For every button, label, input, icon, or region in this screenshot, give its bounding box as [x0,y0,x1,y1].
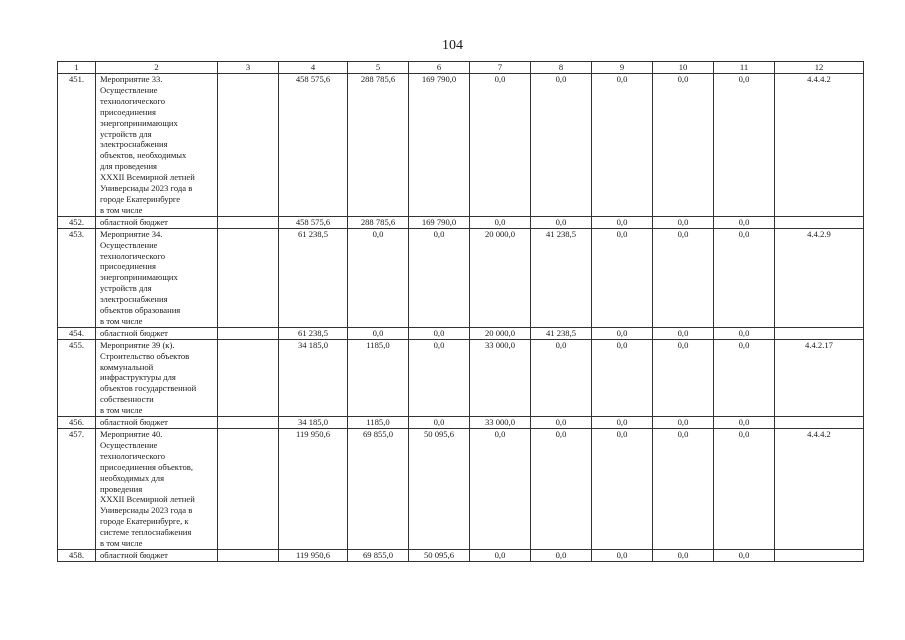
cell-c12: 4.4.2.9 [775,228,864,327]
cell-c12 [775,549,864,561]
cell-c8: 0,0 [531,339,592,416]
table-row [58,339,864,416]
budget-table [57,61,864,562]
cell-c8: 0,0 [531,429,592,550]
cell-c12 [775,216,864,228]
cell-c4: 119 950,6 [279,549,348,561]
cell-c10: 0,0 [653,74,714,217]
cell-c6: 50 095,6 [409,549,470,561]
cell-c10: 0,0 [653,549,714,561]
cell-c5: 288 785,6 [348,216,409,228]
header-row [58,62,864,74]
cell-c11: 0,0 [714,216,775,228]
table-row [58,429,864,550]
cell-c9: 0,0 [592,74,653,217]
cell-c10: 0,0 [653,327,714,339]
column-header: 1 [58,62,96,74]
cell-c3 [218,327,279,339]
row-name: областной бюджет [96,549,218,561]
page-number: 104 [442,38,463,53]
column-header: 11 [714,62,775,74]
cell-c12 [775,417,864,429]
cell-c7: 0,0 [470,216,531,228]
cell-c12: 4.4.4.2 [775,429,864,550]
cell-c4: 61 238,5 [279,228,348,327]
cell-c6: 0,0 [409,339,470,416]
cell-c4: 34 185,0 [279,417,348,429]
cell-c6: 169 790,0 [409,216,470,228]
cell-c8: 0,0 [531,417,592,429]
column-header: 9 [592,62,653,74]
cell-c11: 0,0 [714,228,775,327]
cell-c4: 119 950,6 [279,429,348,550]
cell-c5: 69 855,0 [348,429,409,550]
table-row [58,417,864,429]
cell-c3 [218,429,279,550]
cell-c8: 0,0 [531,74,592,217]
cell-c5: 0,0 [348,327,409,339]
cell-c6: 169 790,0 [409,74,470,217]
column-header: 4 [279,62,348,74]
row-name: Мероприятие 40. Осуществление технологического присоединения объектов, необходимых для проведения XXXII Всемирной летней Универсиады 2023 года в городе Екатеринбурге, к системе теплоснабжения в том числе [96,429,218,550]
cell-c7: 20 000,0 [470,327,531,339]
cell-c3 [218,216,279,228]
table-row [58,327,864,339]
cell-c11: 0,0 [714,417,775,429]
column-header: 2 [96,62,218,74]
cell-c7: 33 000,0 [470,339,531,416]
cell-c4: 61 238,5 [279,327,348,339]
row-number: 453. [58,228,96,327]
cell-c11: 0,0 [714,429,775,550]
row-name: Мероприятие 33. Осуществление технологического присоединения энергопринимающих устройств для электроснабжения объектов, необходимых для проведения XXXII Всемирной летней Универсиады 2023 года в городе Екатеринбурге в том числе [96,74,218,217]
cell-c9: 0,0 [592,429,653,550]
cell-c4: 458 575,6 [279,216,348,228]
cell-c12: 4.4.4.2 [775,74,864,217]
row-number: 456. [58,417,96,429]
table-row [58,549,864,561]
table-row [58,216,864,228]
row-number: 452. [58,216,96,228]
cell-c3 [218,228,279,327]
column-header: 5 [348,62,409,74]
cell-c9: 0,0 [592,339,653,416]
cell-c7: 20 000,0 [470,228,531,327]
cell-c6: 0,0 [409,228,470,327]
cell-c12 [775,327,864,339]
cell-c9: 0,0 [592,327,653,339]
table-body [58,74,864,562]
cell-c10: 0,0 [653,417,714,429]
cell-c9: 0,0 [592,549,653,561]
cell-c12: 4.4.2.17 [775,339,864,416]
cell-c11: 0,0 [714,327,775,339]
cell-c4: 458 575,6 [279,74,348,217]
cell-c9: 0,0 [592,417,653,429]
cell-c10: 0,0 [653,216,714,228]
cell-c7: 33 000,0 [470,417,531,429]
cell-c9: 0,0 [592,216,653,228]
cell-c3 [218,74,279,217]
row-number: 458. [58,549,96,561]
cell-c3 [218,339,279,416]
cell-c4: 34 185,0 [279,339,348,416]
cell-c5: 69 855,0 [348,549,409,561]
column-header: 3 [218,62,279,74]
cell-c11: 0,0 [714,339,775,416]
row-name: областной бюджет [96,417,218,429]
table-row [58,74,864,217]
cell-c11: 0,0 [714,549,775,561]
row-name: Мероприятие 39 (к). Строительство объектов коммунальной инфраструктуры для объектов государственной собственности в том числе [96,339,218,416]
row-name: Мероприятие 34. Осуществление технологического присоединения энергопринимающих устройств для электроснабжения объектов образования в том числе [96,228,218,327]
cell-c6: 0,0 [409,417,470,429]
row-name: областной бюджет [96,216,218,228]
row-number: 451. [58,74,96,217]
cell-c11: 0,0 [714,74,775,217]
column-header: 8 [531,62,592,74]
column-header: 7 [470,62,531,74]
cell-c10: 0,0 [653,339,714,416]
cell-c5: 0,0 [348,228,409,327]
cell-c6: 50 095,6 [409,429,470,550]
column-header: 6 [409,62,470,74]
cell-c7: 0,0 [470,549,531,561]
cell-c7: 0,0 [470,74,531,217]
column-header: 10 [653,62,714,74]
cell-c3 [218,417,279,429]
cell-c7: 0,0 [470,429,531,550]
row-number: 457. [58,429,96,550]
row-number: 454. [58,327,96,339]
cell-c3 [218,549,279,561]
cell-c10: 0,0 [653,228,714,327]
row-name: областной бюджет [96,327,218,339]
row-number: 455. [58,339,96,416]
cell-c5: 288 785,6 [348,74,409,217]
column-header: 12 [775,62,864,74]
cell-c6: 0,0 [409,327,470,339]
cell-c10: 0,0 [653,429,714,550]
cell-c5: 1185,0 [348,417,409,429]
cell-c8: 41 238,5 [531,327,592,339]
table-row [58,228,864,327]
cell-c8: 0,0 [531,216,592,228]
cell-c5: 1185,0 [348,339,409,416]
cell-c9: 0,0 [592,228,653,327]
cell-c8: 0,0 [531,549,592,561]
cell-c8: 41 238,5 [531,228,592,327]
